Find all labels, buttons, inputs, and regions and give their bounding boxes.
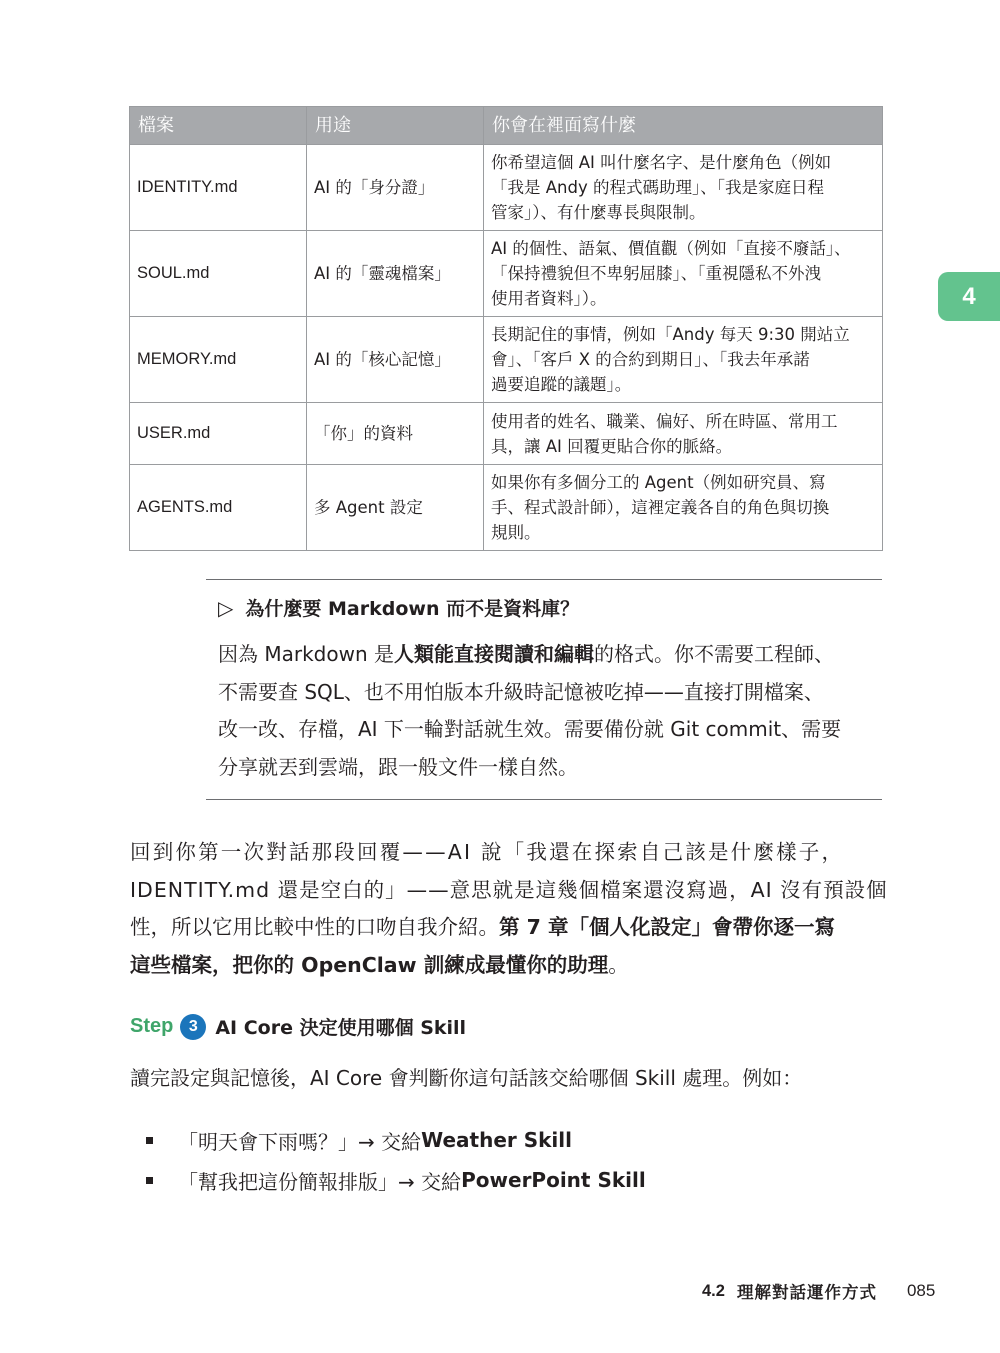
note-line (218, 636, 878, 674)
body-emphasis: 第 7 章「個人化設定」會帶你逐一寫 (499, 915, 836, 939)
content-line: 「我是 Andy 的程式碼助理」、「我是家庭日程 (491, 178, 824, 197)
example-list (146, 1120, 646, 1200)
note-text-span: 因為 Markdown 是 (218, 642, 394, 666)
skill-name: Weather Skill (421, 1128, 572, 1152)
note-text-span: 的格式。你不需要工程師、 (594, 642, 834, 666)
content-line: 規則。 (491, 523, 541, 542)
example-quote: 「幫我把這份簡報排版」→ 交給 (178, 1169, 462, 1194)
content-line: 具，讓 AI 回覆更貼合你的脈絡。 (491, 436, 733, 456)
purpose-cell: AI 的「靈魂檔案」 (307, 231, 484, 317)
note-line: 分享就丟到雲端，跟一般文件一樣自然。 (218, 754, 578, 779)
body-paragraph (130, 834, 888, 984)
table-row (130, 145, 883, 231)
purpose-cell: AI 的「核心記憶」 (307, 317, 484, 403)
config-files-table (129, 106, 883, 551)
file-name-cell: AGENTS.md (130, 465, 307, 551)
table-row (130, 317, 883, 403)
body-text-span: 性，所以它用比較中性的口吻自我介紹。 (130, 915, 499, 939)
section-title: 理解對話運作方式 (736, 1283, 877, 1302)
body-text-span: 。 (608, 952, 629, 977)
note-line: 不需要查 SQL、也不用怕版本升級時記憶被吃掉——直接打開檔案、 (218, 679, 824, 704)
note-box (206, 579, 882, 800)
list-item (146, 1120, 646, 1160)
content-cell (484, 403, 883, 465)
step-number-badge: 3 (180, 1014, 206, 1040)
purpose-cell: 「你」的資料 (307, 403, 484, 465)
body-line: IDENTITY.md 還是空白的」——意思就是這幾個檔案還沒寫過，AI 沒有預設個 (130, 877, 888, 902)
table-row (130, 231, 883, 317)
body-line (130, 909, 885, 947)
body-line (130, 947, 885, 985)
example-quote: 「明天會下雨嗎？」→ 交給 (178, 1129, 422, 1154)
square-bullet-icon (146, 1177, 153, 1184)
content-line: AI 的個性、語氣、價值觀（例如「直接不廢話」、 (491, 239, 851, 258)
file-name-cell: USER.md (130, 403, 307, 465)
column-header-purpose: 用途 (307, 107, 484, 145)
step-heading (130, 1013, 466, 1040)
content-line: 過要追蹤的議題」。 (491, 375, 632, 394)
purpose-cell: 多 Agent 設定 (307, 465, 484, 551)
content-line: 會」、「客戶 X 的合約到期日」、「我去年承諾 (491, 350, 810, 369)
section-number: 4.2 (702, 1281, 725, 1300)
intro-text: 讀完設定與記憶後，AI Core 會判斷你這句話該交給哪個 Skill 處理。例如： (130, 1066, 803, 1090)
chapter-tab: 4 (938, 272, 1000, 321)
content-cell (484, 317, 883, 403)
content-line: 長期記住的事情，例如「Andy 每天 9:30 開站立 (491, 325, 850, 344)
table-header-row (130, 107, 883, 145)
page-number: 085 (906, 1281, 936, 1300)
content-line: 「保持禮貌但不卑躬屈膝」、「重視隱私不外洩 (491, 264, 821, 283)
content-line: 手、程式設計師），這裡定義各自的角色與切換 (491, 498, 830, 517)
content-line: 使用者資料」）。 (491, 289, 607, 308)
content-line: 你希望這個 AI 叫什麼名字、是什麼角色（例如 (491, 153, 832, 172)
purpose-cell: AI 的「身分證」 (307, 145, 484, 231)
note-line: 改一改、存檔，AI 下一輪對話就生效。需要備份就 Git commit、需要 (218, 717, 842, 741)
note-heading (218, 594, 579, 621)
page-footer (702, 1279, 935, 1303)
table-row (130, 403, 883, 465)
content-line: 使用者的姓名、職業、偏好、所在時區、常用工 (491, 411, 838, 431)
content-cell (484, 465, 883, 551)
content-line: 管家」）、有什麼專長與限制。 (491, 203, 706, 222)
body-emphasis: 這些檔案，把你的 OpenClaw 訓練成最懂你的助理 (130, 952, 609, 977)
note-emphasis: 人類能直接閱讀和編輯 (394, 642, 594, 666)
file-name-cell: IDENTITY.md (130, 145, 307, 231)
note-text (218, 636, 878, 786)
step-title: AI Core 決定使用哪個 Skill (215, 1017, 467, 1039)
table-row (130, 465, 883, 551)
list-item (146, 1160, 646, 1200)
triangle-icon: ▷ (218, 595, 234, 620)
square-bullet-icon (146, 1137, 153, 1144)
content-line: 如果你有多個分工的 Agent（例如研究員、寫 (491, 473, 826, 492)
content-cell (484, 231, 883, 317)
step-label: Step (130, 1015, 174, 1037)
body-line: 回到你第一次對話那段回覆——AI 說「我還在探索自己該是什麼樣子， (130, 840, 845, 864)
note-heading-text: 為什麼要 Markdown 而不是資料庫？ (245, 598, 580, 620)
column-header-content: 你會在裡面寫什麼 (484, 107, 883, 145)
skill-name: PowerPoint Skill (461, 1168, 646, 1192)
content-cell (484, 145, 883, 231)
file-name-cell: MEMORY.md (130, 317, 307, 403)
file-name-cell: SOUL.md (130, 231, 307, 317)
column-header-file: 檔案 (130, 107, 307, 145)
